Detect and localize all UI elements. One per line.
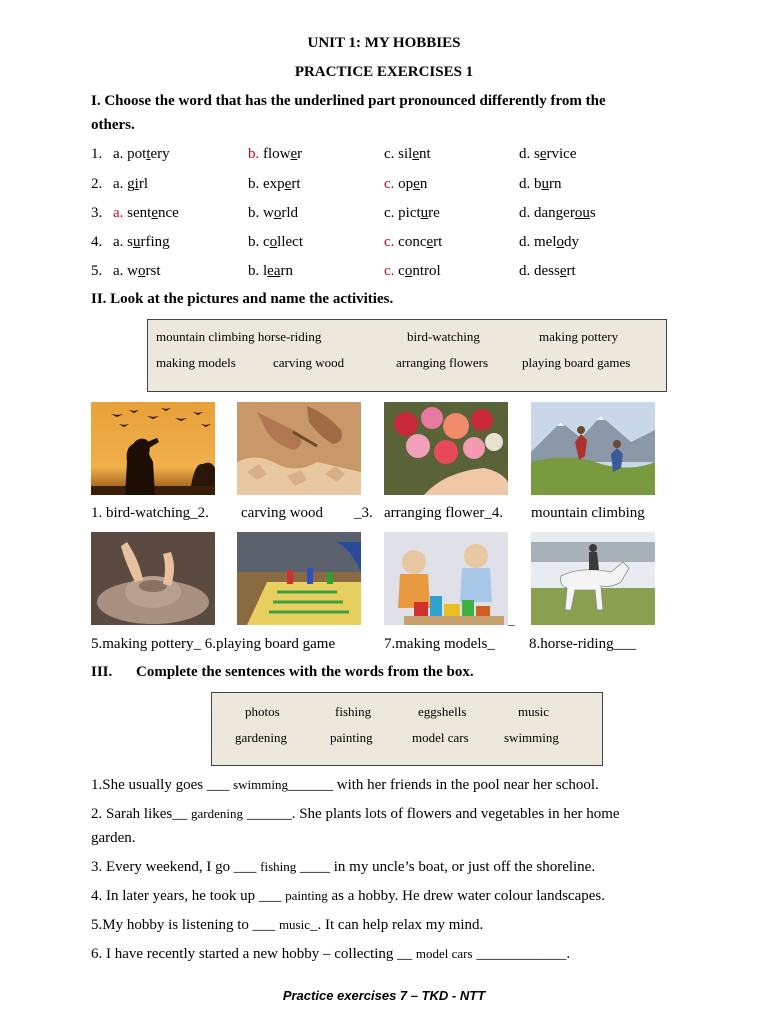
underlined-part: o — [273, 205, 282, 221]
playing-board-game-picture — [237, 532, 361, 625]
sentence-2-continuation: garden. — [91, 830, 136, 846]
option-letter: a. — [113, 263, 124, 279]
underlined-part: ou — [574, 205, 590, 221]
section3-number: III. — [91, 664, 113, 680]
caption-3-arranging-flowers: arranging flower_4. — [384, 505, 504, 521]
word-part: w — [123, 263, 139, 279]
word-part: llect — [277, 234, 303, 250]
exercise-subtitle: PRACTICE EXERCISES 1 — [294, 64, 474, 80]
sentence-text: ______. She plants lots of flowers and vegetables in her home — [242, 806, 620, 822]
word-part: rt — [566, 263, 576, 279]
option-letter: c. — [384, 234, 395, 250]
option-letter: c. — [384, 205, 395, 221]
option-b — [248, 205, 298, 222]
sentence-text: 1.She usually goes ___ — [91, 777, 234, 793]
option-letter: d. — [519, 234, 531, 250]
underlined-part: e — [426, 234, 434, 250]
option-letter: d. — [519, 146, 531, 162]
sentence-word-box — [211, 692, 603, 766]
option-letter: a. — [113, 176, 124, 192]
question-number: 2. — [91, 176, 103, 192]
caption-5-6-pottery-board-game: 5.making pottery_ 6.playing board game — [91, 636, 336, 652]
arranging-flowers-picture — [384, 402, 508, 495]
option-d — [519, 263, 576, 280]
word-part: conc — [394, 234, 427, 250]
sentence-6 — [91, 946, 570, 963]
box-word: playing board games — [522, 355, 631, 370]
underlined-part: i — [134, 176, 139, 192]
word-part: pict — [394, 205, 421, 221]
underlined-part: o — [269, 234, 278, 250]
underlined-part: ea — [267, 263, 281, 279]
word-part: rld — [281, 205, 299, 221]
option-a — [113, 234, 170, 251]
box-word: mountain climbing horse-riding — [156, 329, 322, 344]
option-letter: d. — [519, 263, 531, 279]
word-part: b — [530, 176, 542, 192]
word-part: dy — [564, 234, 579, 250]
option-a — [113, 146, 170, 163]
option-c — [384, 146, 431, 163]
sentence-text: _. It can help relax my mind. — [310, 917, 484, 933]
section2-heading: II. Look at the pictures and name the activities. — [91, 291, 394, 307]
word-part: danger — [530, 205, 575, 221]
box-word: making models — [156, 355, 236, 370]
underlined-part: u — [420, 205, 429, 221]
box-word: painting — [330, 730, 373, 745]
underlined-part: u — [541, 176, 549, 192]
word-part: w — [259, 205, 274, 221]
question-number: 3. — [91, 205, 103, 221]
word-part: c — [259, 234, 270, 250]
section1-heading: I. Choose the word that has the underlined part pronounced differently from the — [91, 93, 606, 109]
word-part: re — [428, 205, 440, 221]
word-part: s — [589, 205, 596, 221]
answer-text: swimming — [233, 777, 288, 792]
box-word: bird-watching — [407, 329, 480, 344]
word-part: g — [123, 176, 135, 192]
option-c — [384, 176, 427, 193]
underlined-part: e — [151, 205, 159, 221]
question-number: 1. — [91, 146, 103, 162]
option-letter: d. — [519, 205, 531, 221]
option-d — [519, 205, 596, 222]
option-letter: b. — [248, 234, 260, 250]
sentence-text: ______ with her friends in the pool near her school. — [287, 777, 599, 793]
sentence-1 — [91, 777, 599, 794]
box-word: making pottery — [539, 329, 619, 344]
activity-word-box — [147, 319, 667, 392]
word-part: exp — [259, 176, 285, 192]
caption-2-carving-wood: carving wood — [241, 505, 324, 521]
answer-text: painting — [285, 888, 328, 903]
option-letter: b. — [248, 176, 260, 192]
option-d — [519, 176, 562, 193]
question-number: 4. — [91, 234, 103, 250]
option-letter: a. — [113, 146, 124, 162]
option-c — [384, 234, 442, 251]
sentence-5 — [91, 917, 483, 934]
underlined-part: e — [412, 146, 420, 162]
option-letter: b. — [248, 146, 260, 162]
option-letter: b. — [248, 205, 260, 221]
word-part: s — [530, 146, 540, 162]
box-word: eggshells — [418, 704, 467, 719]
underlined-part: o — [556, 234, 564, 250]
word-part: ntrol — [412, 263, 441, 279]
underlined-part: e — [284, 176, 292, 192]
caption-8-horse-riding: 8.horse-riding___ — [529, 636, 637, 652]
word-part: rt — [433, 234, 443, 250]
option-c — [384, 205, 440, 222]
answer-text: fishing — [260, 859, 297, 874]
option-letter: c. — [384, 176, 395, 192]
question-number: 5. — [91, 263, 103, 279]
word-part: ery — [150, 146, 170, 162]
answer-text: model cars — [415, 946, 473, 961]
word-part: c — [394, 263, 405, 279]
word-part: r — [297, 146, 303, 162]
page-footer: Practice exercises 7 – TKD - NTT — [282, 988, 486, 1003]
word-part: nt — [419, 146, 431, 162]
word-part: l — [259, 263, 268, 279]
option-b — [248, 146, 302, 163]
sentence-2 — [91, 806, 620, 823]
underlined-part: o — [404, 263, 413, 279]
word-part: s — [123, 234, 134, 250]
word-part: nce — [158, 205, 179, 221]
option-letter: d. — [519, 176, 531, 192]
word-part: rfing — [140, 234, 170, 250]
word-part: rl — [138, 176, 149, 192]
option-letter: b. — [248, 263, 260, 279]
word-part: rvice — [546, 146, 577, 162]
sentence-text: as a hobby. He drew water colour landscapes. — [327, 888, 605, 904]
box-word: photos — [245, 704, 280, 719]
answer-text: music — [278, 917, 310, 932]
underlined-part: e — [539, 146, 547, 162]
underlined-part: e — [290, 146, 298, 162]
sentence-4 — [91, 888, 605, 905]
option-letter: c. — [384, 263, 395, 279]
word-part: flow — [259, 146, 291, 162]
underlined-part: o — [138, 263, 146, 279]
small-underscore: _ — [508, 612, 515, 627]
caption-3-marker: _3. — [354, 505, 373, 521]
option-b — [248, 263, 293, 280]
box-word: model cars — [412, 730, 469, 745]
word-part: mel — [530, 234, 557, 250]
sentence-text: 6. I have recently started a new hobby – collecting __ — [91, 946, 416, 962]
caption-4-mountain-climbing: mountain climbing — [531, 505, 645, 521]
option-letter: a. — [113, 205, 124, 221]
box-word: fishing — [335, 704, 372, 719]
underlined-part: u — [133, 234, 141, 250]
making-models-picture — [384, 532, 508, 625]
sentence-text: 3. Every weekend, I go ___ — [91, 859, 261, 875]
box-word: music — [518, 704, 550, 719]
option-b — [248, 176, 301, 193]
section3-heading: Complete the sentences with the words from the box. — [136, 664, 474, 680]
carving-wood-picture — [237, 402, 361, 495]
mountain-climbing-picture — [531, 402, 655, 495]
word-part: sent — [123, 205, 152, 221]
option-a — [113, 176, 148, 193]
box-word: gardening — [235, 730, 287, 745]
word-part: rn — [280, 263, 293, 279]
word-part: dess — [530, 263, 560, 279]
word-part: n — [419, 176, 428, 192]
option-a — [113, 263, 161, 280]
sentence-text: 4. In later years, he took up ___ — [91, 888, 286, 904]
sentence-3 — [91, 859, 595, 876]
caption-7-making-models: 7.making models_ — [384, 636, 495, 652]
sentence-text: ____________. — [472, 946, 571, 962]
caption-1-bird-watching: 1. bird-watching_2. — [91, 505, 209, 521]
unit-title: UNIT 1: MY HOBBIES — [307, 35, 461, 51]
word-part: rst — [145, 263, 161, 279]
making-pottery-picture — [91, 532, 215, 625]
word-part: rt — [291, 176, 301, 192]
sentence-text: 5.My hobby is listening to ___ — [91, 917, 279, 933]
underlined-part: t — [146, 146, 151, 162]
horse-riding-picture — [531, 532, 655, 625]
underlined-part: e — [413, 176, 420, 192]
sentence-text: ____ in my uncle’s boat, or just off the shoreline. — [296, 859, 596, 875]
bird-watching-picture — [91, 402, 215, 495]
underlined-part: e — [559, 263, 567, 279]
word-part: op — [394, 176, 414, 192]
box-word: arranging flowers — [396, 355, 489, 370]
box-word: carving wood — [273, 355, 345, 370]
option-c — [384, 263, 441, 280]
option-letter: c. — [384, 146, 395, 162]
section1-heading-cont: others. — [91, 117, 135, 133]
option-d — [519, 146, 577, 163]
box-word: swimming — [504, 730, 559, 745]
option-a — [113, 205, 179, 222]
option-b — [248, 234, 303, 251]
option-letter: a. — [113, 234, 124, 250]
word-part: rn — [549, 176, 562, 192]
answer-text: gardening — [190, 806, 243, 821]
sentence-text: 2. Sarah likes__ — [91, 806, 191, 822]
word-part: sil — [394, 146, 413, 162]
word-part: pot — [123, 146, 147, 162]
option-d — [519, 234, 579, 251]
